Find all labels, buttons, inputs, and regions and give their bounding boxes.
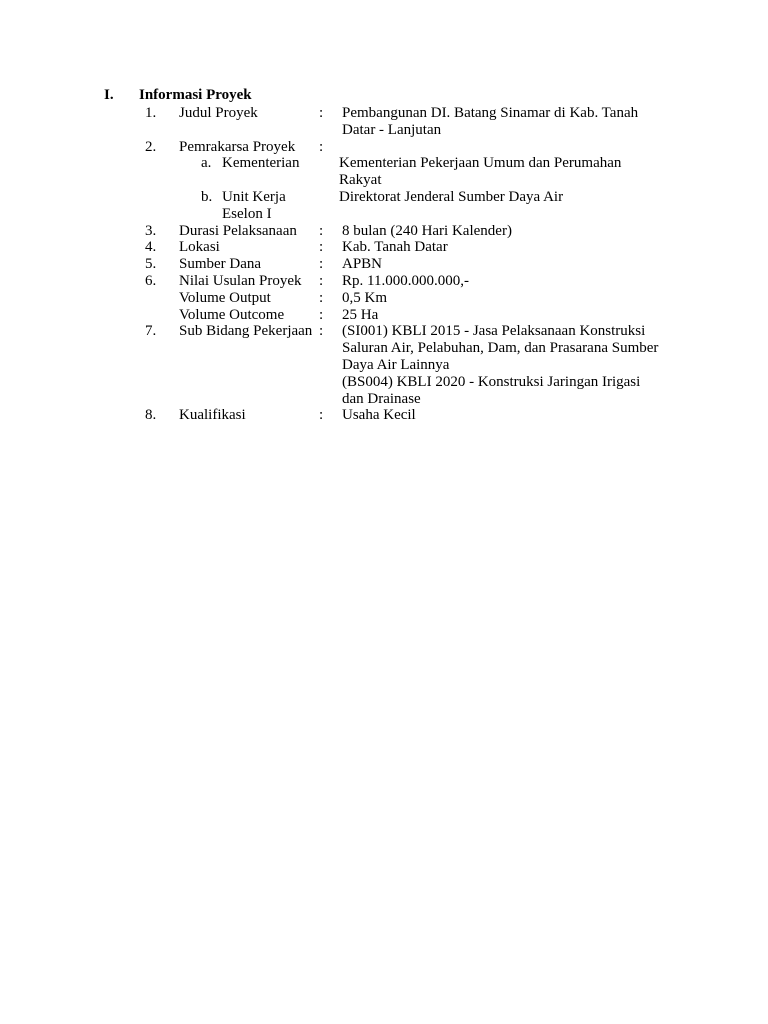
row-value: 25 Ha — [342, 306, 379, 323]
row-number: 8. — [145, 407, 157, 424]
row-subnumber: b. — [201, 188, 213, 205]
row-volume-outcome — [0, 307, 768, 324]
row-label: Nilai Usulan Proyek — [179, 272, 302, 289]
info-table — [0, 105, 768, 424]
row-label: Kementerian — [222, 155, 300, 172]
section-heading — [104, 87, 252, 104]
row-label: Lokasi — [179, 239, 220, 256]
row-unit-kerja — [0, 189, 768, 223]
row-number: 5. — [145, 256, 157, 273]
row-colon: : — [319, 239, 324, 256]
section-number: I. — [104, 87, 114, 103]
row-kualifikasi — [0, 407, 768, 424]
row-number: 3. — [145, 222, 157, 239]
row-sumber-dana — [0, 256, 768, 273]
row-label: Kualifikasi — [179, 407, 246, 424]
row-colon: : — [319, 306, 324, 323]
row-label: Durasi Pelaksanaan — [179, 222, 297, 239]
row-colon: : — [319, 323, 324, 340]
row-value: Pembangunan DI. Batang Sinamar di Kab. Tanah Datar - Lanjutan — [342, 105, 639, 138]
row-volume-output — [0, 290, 768, 307]
row-value: Kementerian Pekerjaan Umum dan Perumahan Rakyat — [339, 155, 622, 189]
row-label: Volume Output — [179, 289, 271, 306]
row-value: Kab. Tanah Datar — [342, 239, 448, 256]
row-number: 2. — [145, 138, 157, 155]
row-number: 6. — [145, 272, 157, 289]
row-sub-bidang — [0, 323, 768, 407]
row-durasi — [0, 223, 768, 240]
row-label: Unit Kerja Eselon I — [222, 188, 286, 222]
row-colon: : — [319, 138, 324, 155]
row-colon: : — [319, 407, 324, 424]
row-label: Judul Proyek — [179, 105, 258, 121]
row-colon: : — [319, 256, 324, 273]
row-label: Sub Bidang Pekerjaan — [179, 323, 313, 340]
row-colon: : — [319, 105, 324, 121]
row-value: 8 bulan (240 Hari Kalender) — [342, 222, 512, 239]
row-value: Usaha Kecil — [342, 407, 416, 424]
row-label: Sumber Dana — [179, 256, 262, 273]
row-label: Volume Outcome — [179, 306, 285, 323]
row-colon: : — [319, 289, 324, 306]
row-number: 4. — [145, 239, 157, 256]
row-colon: : — [319, 272, 324, 289]
row-kementerian — [0, 155, 768, 189]
row-number: 1. — [145, 105, 157, 121]
row-number: 7. — [145, 323, 157, 340]
row-lokasi — [0, 239, 768, 256]
row-judul-proyek — [0, 105, 768, 139]
row-label: Pemrakarsa Proyek — [179, 138, 296, 155]
row-value-kbli-2020: (BS004) KBLI 2020 - Konstruksi Jaringan Irigasi dan Drainase — [342, 373, 641, 407]
row-nilai-usulan — [0, 273, 768, 290]
row-subnumber: a. — [201, 155, 212, 172]
row-value-kbli-2015: (SI001) KBLI 2015 - Jasa Pelaksanaan Konstruksi Saluran Air, Pelabuhan, Dam, dan Prasarana Sumber Daya Air Lainnya — [342, 323, 659, 373]
row-pemrakarsa-proyek — [0, 139, 768, 156]
row-value: 0,5 Km — [342, 289, 387, 306]
section-title: Informasi Proyek — [139, 87, 252, 103]
row-value: Rp. 11.000.000.000,- — [342, 272, 469, 289]
row-value: APBN — [342, 256, 383, 273]
row-value-group — [342, 323, 662, 407]
row-colon: : — [319, 222, 324, 239]
row-value: Direktorat Jenderal Sumber Daya Air — [339, 188, 564, 205]
